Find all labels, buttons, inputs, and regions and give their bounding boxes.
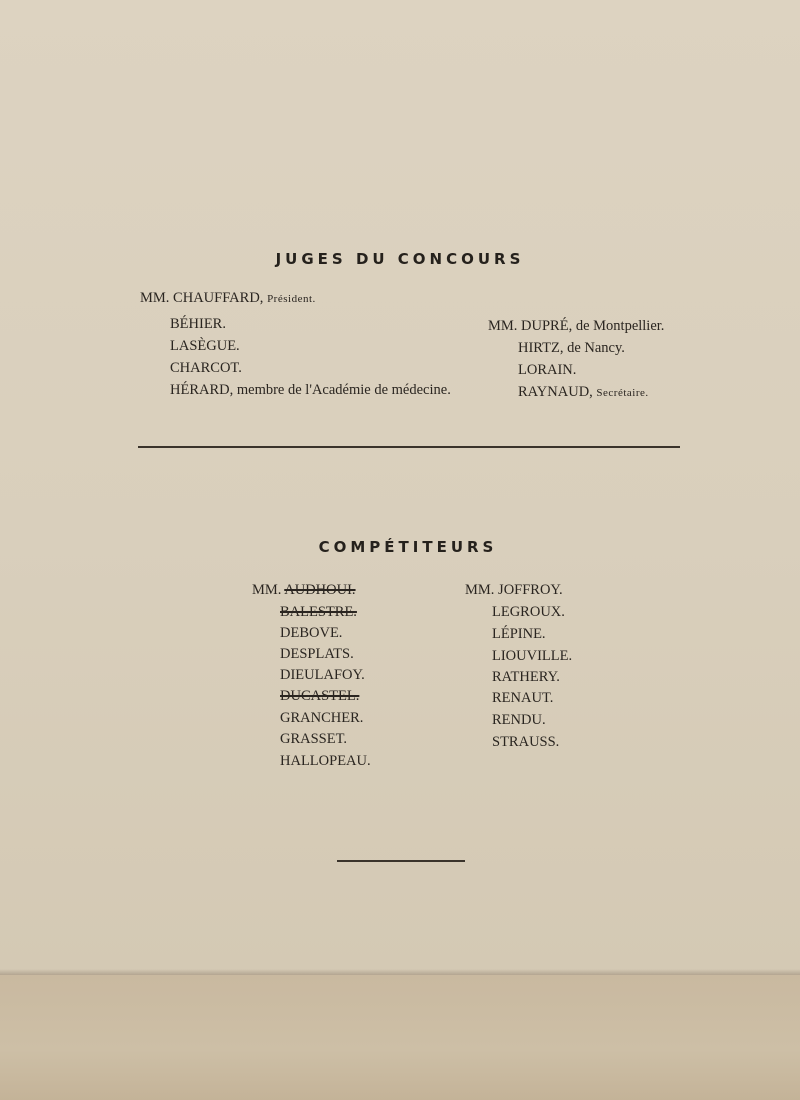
competitors-right-prefix: MM. <box>465 582 495 598</box>
judge-left-1: LASÈGUE. <box>170 338 240 354</box>
competitors-heading: COMPÉTITEURS <box>318 538 498 556</box>
competitor-right-4: RATHERY. <box>492 669 560 685</box>
judges-prefix: MM. <box>140 290 170 306</box>
competitor-left-0: AUDHOUI. <box>284 582 356 598</box>
competitor-left-5: DUCASTEL. <box>280 688 360 704</box>
judge-secretary-line <box>518 384 649 401</box>
judge-left-2: CHARCOT. <box>170 360 242 376</box>
competitor-right-3: LIOUVILLE. <box>492 648 573 664</box>
competitor-right-0-line <box>465 582 563 599</box>
secretary-role: Secrétaire. <box>596 387 649 399</box>
president-name: CHAUFFARD, <box>173 290 264 306</box>
secretary-name: RAYNAUD, <box>518 384 593 400</box>
judge-right-1: HIRTZ, de Nancy. <box>518 340 625 356</box>
judge-left-0: BÉHIER. <box>170 316 226 332</box>
judges-president-line <box>140 290 316 307</box>
competitor-right-7: STRAUSS. <box>492 734 560 750</box>
competitor-left-3: DESPLATS. <box>280 646 354 662</box>
judge-right-0-line <box>488 318 664 335</box>
competitor-left-6: GRANCHER. <box>280 710 364 726</box>
competitor-right-5: RENAUT. <box>492 690 554 706</box>
judge-right-2: LORAIN. <box>518 362 577 378</box>
backing-page <box>0 975 800 1100</box>
competitor-left-8: HALLOPEAU. <box>280 753 371 769</box>
competitor-right-6: RENDU. <box>492 712 546 728</box>
competitor-left-0-line <box>252 582 356 599</box>
divider-rule <box>138 446 680 448</box>
judge-right-0: DUPRÉ, de Montpellier. <box>521 318 665 334</box>
competitor-left-4: DIEULAFOY. <box>280 667 365 683</box>
competitor-left-1: BALESTRE. <box>280 604 357 620</box>
competitor-left-2: DEBOVE. <box>280 625 343 641</box>
competitor-left-7: GRASSET. <box>280 731 348 747</box>
president-role: Président. <box>267 293 316 305</box>
judges-heading: JUGES DU CONCOURS <box>275 250 525 268</box>
bottom-rule <box>337 860 465 862</box>
judge-left-3: HÉRARD, membre de l'Académie de médecine. <box>170 382 451 398</box>
judges-right-prefix: MM. <box>488 318 518 334</box>
competitor-right-1: LEGROUX. <box>492 604 565 620</box>
competitor-right-0: JOFFROY. <box>498 582 563 598</box>
competitors-left-prefix: MM. <box>252 582 282 598</box>
competitor-right-2: LÉPINE. <box>492 626 546 642</box>
